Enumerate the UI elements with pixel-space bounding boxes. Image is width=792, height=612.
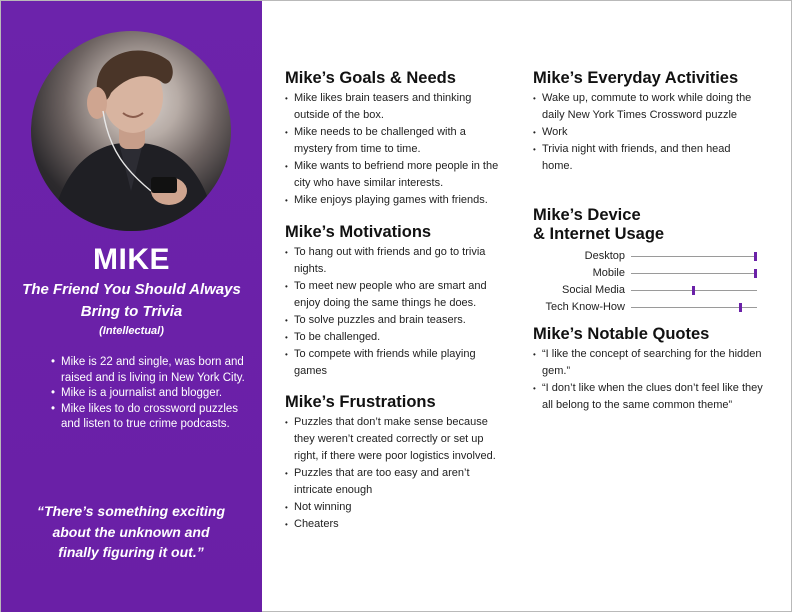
list-item: • Puzzles that are too easy and aren’t intricate enough <box>285 465 507 499</box>
persona-bio <box>51 355 251 433</box>
usage-label: Desktop <box>584 250 625 262</box>
persona-tagline: The Friend You Should Always Bring to Trivia <box>22 281 241 320</box>
frustrations-section <box>285 393 507 533</box>
usage-marker <box>754 269 757 278</box>
everyday-section <box>533 69 763 175</box>
usage-label: Mobile <box>592 267 625 279</box>
usage-row <box>533 248 763 265</box>
usage-row <box>533 299 763 316</box>
usage-track <box>631 307 757 308</box>
section-title-line1: Mike’s Device <box>533 206 641 224</box>
bio-item: • Mike is 22 and single, was born and raised and is living in New York City. <box>51 355 251 386</box>
section-title: Mike’s Frustrations <box>285 393 436 411</box>
usage-label: Social Media <box>562 284 625 296</box>
list-item: • Mike needs to be challenged with a mystery from time to time. <box>285 124 507 158</box>
usage-marker <box>692 286 695 295</box>
list-item: • To meet new people who are smart and enjoy doing the same things he does. <box>285 278 507 312</box>
usage-marker <box>739 303 742 312</box>
usage-label: Tech Know-How <box>545 301 625 313</box>
section-title <box>533 206 763 244</box>
usage-scale <box>533 248 763 316</box>
persona-name: MIKE <box>93 243 170 276</box>
list-item: • To compete with friends while playing games <box>285 346 507 380</box>
section-title: Mike’s Goals & Needs <box>285 69 456 87</box>
list-item: • To be challenged. <box>285 329 507 346</box>
usage-row <box>533 282 763 299</box>
persona-quote: “There’s something exciting about the unknown and finally figuring it out.” <box>36 503 225 560</box>
section-title: Mike’s Notable Quotes <box>533 325 710 343</box>
usage-marker <box>754 252 757 261</box>
bio-item: • Mike is a journalist and blogger. <box>51 386 251 402</box>
list-item: • “I like the concept of searching for the hidden gem.” <box>533 346 763 380</box>
persona-sidebar <box>1 1 262 612</box>
section-title-line2: & Internet Usage <box>533 225 665 243</box>
list-item: • Mike wants to befriend more people in the city who have similar interests. <box>285 158 507 192</box>
persona-type: (Intellectual) <box>99 325 164 337</box>
list-item: • Cheaters <box>285 516 507 533</box>
list-item: • To hang out with friends and go to trivia nights. <box>285 244 507 278</box>
usage-track <box>631 290 757 291</box>
list-item: • Puzzles that don’t make sense because they weren’t created correctly or set up right, if there were poor logistics involved. <box>285 414 507 465</box>
usage-row <box>533 265 763 282</box>
list-item: • Mike likes brain teasers and thinking outside of the box. <box>285 90 507 124</box>
list-item: • Mike enjoys playing games with friends. <box>285 192 507 209</box>
bio-item: • Mike likes to do crossword puzzles and listen to true crime podcasts. <box>51 402 251 433</box>
list-item: • Wake up, commute to work while doing the daily New York Times Crossword puzzle <box>533 90 763 124</box>
usage-track <box>631 273 757 274</box>
list-item: • Not winning <box>285 499 507 516</box>
list-item: • To solve puzzles and brain teasers. <box>285 312 507 329</box>
section-title: Mike’s Motivations <box>285 223 432 241</box>
list-item: • “I don’t like when the clues don’t feel like they all belong to the same common theme” <box>533 380 763 414</box>
usage-track <box>631 256 757 257</box>
device-usage-section <box>533 206 763 316</box>
avatar <box>31 31 231 231</box>
motivations-section <box>285 223 507 380</box>
section-title: Mike’s Everyday Activities <box>533 69 739 87</box>
list-item: • Work <box>533 124 763 141</box>
goals-section <box>285 69 507 209</box>
list-item: • Trivia night with friends, and then head home. <box>533 141 763 175</box>
quotes-section <box>533 325 763 414</box>
person-photo-illustration <box>31 31 231 231</box>
